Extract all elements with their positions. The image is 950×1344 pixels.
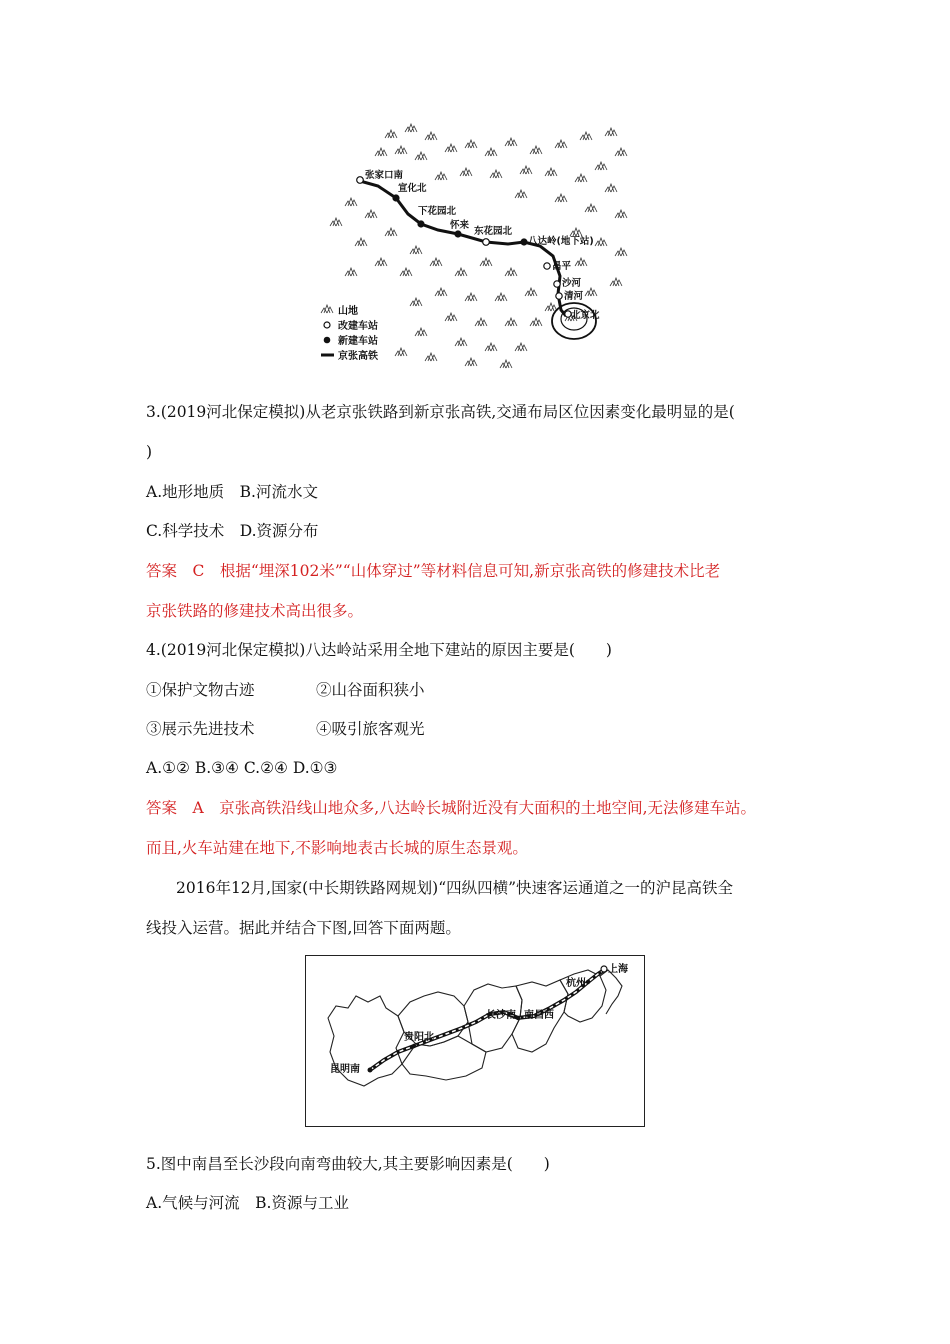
q3-options-cd: C.科学技术 D.资源分布: [146, 522, 319, 540]
railway-line: [360, 181, 566, 316]
q5-options-ab: A.气候与河流 B.资源与工业: [146, 1194, 349, 1212]
legend-railway-label: 京张高铁: [338, 351, 378, 362]
label-zhangjiakounan: 张家口南: [365, 170, 404, 181]
station-shahe: [554, 281, 560, 287]
q3-answer-line2: 京张铁路的修建技术高出很多。: [146, 602, 364, 620]
label-hangzhou: 杭州: [566, 978, 586, 989]
jingzhang-map-svg: [318, 118, 638, 374]
label-huailai: 怀来: [450, 220, 470, 231]
label-xiahuayuanbei: 下花园北: [418, 206, 457, 217]
label-changping: 昌平: [552, 261, 572, 272]
legend-rebuilt-label: 改建车站: [338, 321, 378, 332]
q4-item-4: ④吸引旅客观光: [316, 720, 425, 738]
label-badaling: 八达岭(地下站): [528, 236, 594, 247]
label-guiyangbei: 贵阳北: [404, 1032, 434, 1043]
label-shanghai: 上海: [608, 964, 628, 975]
station-hangzhou: [586, 980, 590, 984]
station-huailai: [454, 230, 461, 237]
legend-new-label: 新建车站: [338, 336, 378, 347]
label-nanchangxi: 南昌西: [524, 1010, 554, 1021]
q4-stem: 4.(2019河北保定模拟)八达岭站采用全地下建站的原因主要是( ): [146, 641, 612, 659]
label-qinghe: 清河: [564, 291, 584, 302]
label-shahe: 沙河: [562, 278, 582, 289]
station-badaling: [520, 238, 527, 245]
station-xuanhuabei: [392, 194, 399, 201]
station-xiahuayuanbei: [417, 220, 424, 227]
passage-line1: 2016年12月,国家(中长期铁路网规划)“四纵四横”快速客运通道之一的沪昆高铁全: [176, 879, 734, 897]
jingzhang-railway-map: [318, 118, 638, 374]
legend-new-icon: [324, 337, 331, 344]
passage-line2: 线投入运营。据此并结合下图,回答下面两题。: [146, 919, 461, 937]
station-kunmingnan: [368, 1068, 373, 1073]
q5-stem: 5.图中南昌至长沙段向南弯曲较大,其主要影响因素是( ): [146, 1155, 550, 1173]
station-zhangjiakounan: [357, 177, 364, 184]
q4-item-3: ③展示先进技术: [146, 720, 255, 738]
hukun-map-svg: [306, 956, 643, 1125]
station-donghuayuanbei: [483, 239, 490, 246]
station-changping: [544, 263, 550, 269]
coastline: [600, 970, 622, 1014]
station-shanghai: [601, 966, 607, 972]
hukun-railway-map: [305, 955, 645, 1127]
q3-stem: 3.(2019河北保定模拟)从老京张铁路到新京张高铁,交通布局区位因素变化最明显的是(: [146, 403, 735, 421]
label-donghuayuanbei: 东花园北: [474, 226, 513, 237]
legend-mountain-label: 山地: [338, 306, 358, 317]
q4-options: A.①② B.③④ C.②④ D.①③: [146, 759, 338, 777]
q4-answer-line2: 而且,火车站建在地下,不影响地表古长城的原生态景观。: [146, 839, 528, 857]
q4-item-2: ②山谷面积狭小: [316, 681, 425, 699]
q4-item-1: ①保护文物古迹: [146, 681, 255, 699]
q4-answer-line1: 答案 A 京张高铁沿线山地众多,八达岭长城附近没有大面积的土地空间,无法修建车站。: [146, 799, 757, 817]
label-changshanan: 长沙南: [486, 1010, 516, 1021]
label-beijingbei: 北京北: [571, 310, 600, 321]
station-qinghe: [556, 293, 562, 299]
label-xuanhuabei: 宣化北: [398, 183, 427, 194]
label-kunmingnan: 昆明南: [330, 1064, 360, 1075]
station-guiyangbei: [412, 1044, 416, 1048]
q3-answer-line1: 答案 C 根据“埋深102米”“山体穿过”等材料信息可知,新京张高铁的修建技术比老: [146, 562, 721, 580]
q3-options-ab: A.地形地质 B.河流水文: [146, 483, 318, 501]
q3-stem-end: ): [146, 443, 153, 461]
station-nanchangxi: [516, 1016, 520, 1020]
legend-mountain-icon: [321, 305, 333, 313]
legend-rebuilt-icon: [324, 322, 330, 328]
map1-legend: [321, 304, 378, 362]
